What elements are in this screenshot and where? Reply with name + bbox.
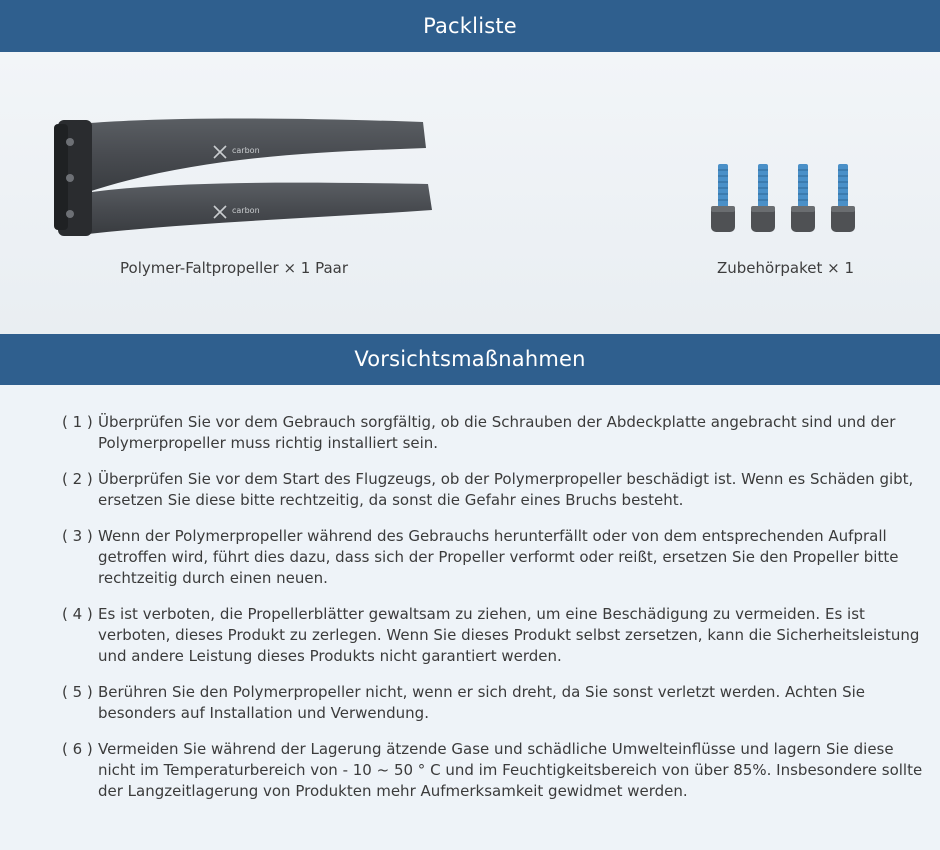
screw-4 (831, 164, 855, 232)
precaution-text: Es ist verboten, die Propellerblätter gewaltsam zu ziehen, um eine Beschädigung zu vermeiden. Es ist verboten, dieses Produkt zu zerlegen. Wenn Sie dieses Produkt selbst zersetzen, kann die Sicherheitsleistung und andere Leistung dieses Produkts nicht garantiert werden. (98, 605, 920, 665)
precaution-item (62, 739, 930, 802)
precaution-text: Überprüfen Sie vor dem Gebrauch sorgfältig, ob die Schrauben der Abdeckplatte angebracht sind und der Polymerpropeller muss richtig installiert sein. (98, 413, 896, 452)
screw-1 (711, 164, 735, 232)
propeller-blade-upper (78, 119, 426, 193)
precaution-text: Überprüfen Sie vor dem Start des Flugzeugs, ob der Polymerpropeller beschädigt ist. Wenn es Schäden gibt, ersetzen Sie diese bitte rechtzeitig, da sonst die Gefahr eines Bruchs besteht. (98, 470, 914, 509)
svg-text:carbon: carbon (232, 146, 260, 155)
precaution-text: Wenn der Polymerpropeller während des Gebrauchs herunterfällt oder von dem entsprechenden Aufprall getroffen wird, führt dies dazu, dass sich der Propeller verformt oder reißt, ersetzen Sie den Propeller bitte rechtzeitig durch einen neuen. (98, 527, 899, 587)
accessory-screws-image (700, 160, 870, 240)
precaution-number: ( 3 ) (62, 527, 93, 545)
precaution-number: ( 2 ) (62, 470, 93, 488)
precautions-header (0, 334, 940, 385)
svg-text:carbon: carbon (232, 206, 260, 215)
precaution-text: Berühren Sie den Polymerpropeller nicht, wenn er sich dreht, da Sie sonst verletzt werden. Achten Sie besonders auf Installation und Verwendung. (98, 683, 866, 722)
precautions-title: Vorsichtsmaßnahmen (354, 347, 586, 371)
screw-2 (751, 164, 775, 232)
precaution-item (62, 412, 930, 454)
precaution-item (62, 526, 930, 589)
precaution-number: ( 5 ) (62, 683, 93, 701)
precaution-item (62, 682, 930, 724)
precaution-number: ( 1 ) (62, 413, 93, 431)
screw-3 (791, 164, 815, 232)
packing-list-products (0, 52, 940, 334)
precaution-item (62, 469, 930, 511)
precaution-item (62, 604, 930, 667)
precaution-number: ( 6 ) (62, 740, 93, 758)
accessory-caption: Zubehörpaket × 1 (717, 259, 855, 277)
packing-list-title: Packliste (423, 14, 517, 38)
propeller-caption: Polymer-Faltpropeller × 1 Paar (120, 259, 349, 277)
precaution-number: ( 4 ) (62, 605, 93, 623)
precautions-list (62, 412, 930, 817)
packing-list-header (0, 0, 940, 52)
precaution-text: Vermeiden Sie während der Lagerung ätzende Gase und schädliche Umwelteinflüsse und lagern Sie diese nicht im Temperaturbereich von - 10 ~ 50 ° C und im Feuchtigkeitsbereich von über 85%. Insbesondere sollte der Langzeitlagerung von Produkten mehr Aufmerksamkeit gewidmet werden. (98, 740, 923, 800)
